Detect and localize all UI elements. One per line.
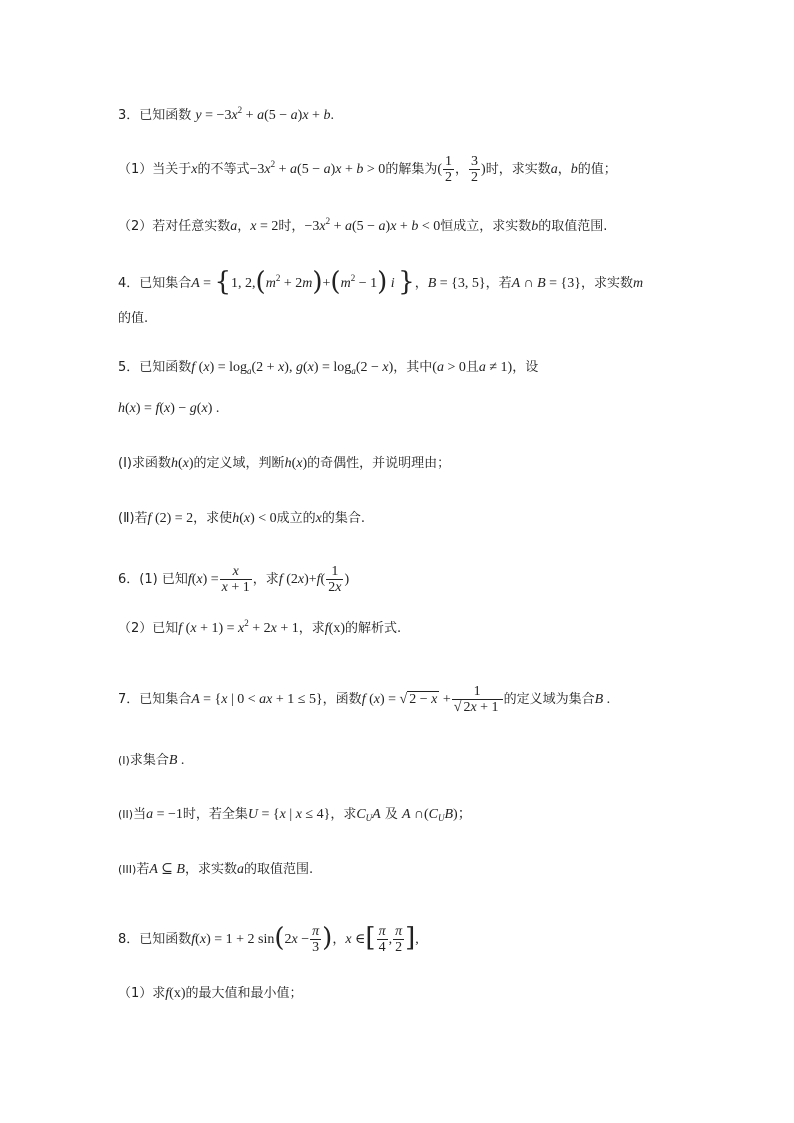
q3-part1: （1）当关于x的不等式$-3x^2 + a(5 - a)x + b > 0$的解集为( $\frac{1}{2}$ ， $\frac{3}{2}$ )时，求实数a，b的值； bbox=[118, 154, 617, 185]
q7-part2: (II)当a = −1时，若全集U = {x | x ≤ 4}，求$C_UA$ 及 A $\cap(C_UB)$； bbox=[118, 807, 472, 823]
q7-part1: (I)求集合B . bbox=[118, 753, 185, 768]
q4-tail: 的值. bbox=[118, 311, 149, 326]
q7-part3: (III)若A ⊆ B，求实数a的取值范围. bbox=[118, 862, 314, 877]
q6-part1: 6．(1) 已知f(x) = $\frac{x}{x + 1}$ ，求f (2x)+f( $\frac{1}{2x}$ ) bbox=[118, 564, 350, 595]
q7-stem: 7．已知集合A = {x | 0 < ax + 1 ≤ 5}，函数f (x) = √ 2 − x + $\frac{1}{√ 2x + 1}$ 的定义域为集合B . bbox=[118, 684, 611, 715]
q6-part2: （2）已知f $(x + 1) = x^2 + 2x + 1$，求f(x)的解析式. bbox=[118, 618, 402, 636]
q3-function: $y = -3x^2 + a(5 - a)x + b$. bbox=[195, 105, 334, 123]
q4-stem: 4．已知集合A = {1, $2,(m^2 + 2m)+(m^2 - 1)$ i }，B = {3, 5}，若A ∩ B = {3}，求实数m bbox=[118, 267, 644, 297]
q5-part2: (Ⅱ)若f (2) = 2，求使h(x) < 0成立的x的集合. bbox=[118, 511, 366, 526]
q5-stem: 5．已知函数f $(x) = \log_a(2 + x)$, $g(x) = \log_a(2 - x)$，其中(a > 0且a ≠ 1)，设 bbox=[118, 360, 539, 376]
q5-part1: (Ⅰ)求函数h(x)的定义域，判断h(x)的奇偶性，并说明理由； bbox=[118, 456, 451, 471]
q3-stem: 3．已知函数 $y = -3x^2 + a(5 - a)x + b$. bbox=[118, 105, 334, 123]
q8-part1: （1）求f(x)的最大值和最小值； bbox=[118, 986, 303, 1001]
q5-definition: h(x) = f(x) − g(x) . bbox=[118, 401, 220, 416]
q3-part2: （2）若对任意实数a，x = 2时，$-3x^2 + a(5 - a)x + b < 0$恒成立，求实数b的取值范围. bbox=[118, 216, 608, 234]
q8-stem: 8．已知函数f(x) = 1 + 2 sin(2x − $\frac{\pi}{3}$ )，x ∈[ $\frac{\pi}{4}$ , $\frac{\pi}{2}$ ], bbox=[118, 923, 419, 955]
